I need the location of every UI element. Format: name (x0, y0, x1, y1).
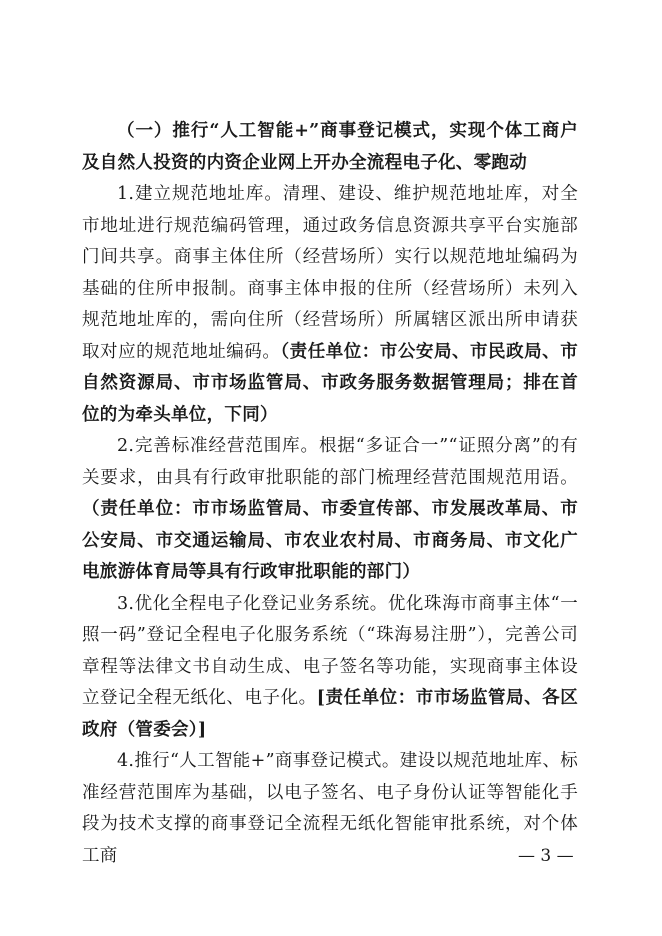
list-item (82, 746, 578, 872)
responsibility-note: [责任单位：市市场监管局、各区政府（管委会）] (82, 688, 578, 740)
responsibility-note: （责任单位：市公安局、市民政局、市自然资源局、市市场监管局、市政务服务数据管理局；排在首位的为牵头单位，下同） (82, 341, 578, 425)
list-item (82, 431, 578, 589)
page-number: — 3 — (518, 846, 574, 866)
document-body (82, 116, 578, 872)
item-text: 2.完善标准经营范围库。根据“多证合一”“证照分离”的有关要求，由具有行政审批职能的部门梳理经营范围规范用语。 (82, 436, 578, 488)
list-item (82, 589, 578, 747)
item-text: 3.优化全程电子化登记业务系统。优化珠海市商事主体“一照一码”登记全程电子化服务系统（“珠海易注册”），完善公司章程等法律文书自动生成、电子签名等功能，实现商事主体设立登记全程无纸化、电子化。 (82, 593, 578, 708)
item-text: 1.建立规范地址库。清理、建设、维护规范地址库，对全市地址进行规范编码管理，通过政务信息资源共享平台实施部门间共享。商事主体住所（经营场所）实行以规范地址编码为基础的住所申报制。商事主体申报的住所（经营场所）未列入规范地址库的，需向住所（经营场所）所属辖区派出所申请获取对应的规范地址编码。 (82, 184, 578, 362)
item-text: 4.推行“人工智能+”商事登记模式。建设以规范地址库、标准经营范围库为基础，以电子签名、电子身份认证等智能化手段为技术支撑的商事登记全流程无纸化智能审批系统，对个体工商 (82, 751, 578, 866)
section-heading: （一）推行“人工智能+”商事登记模式，实现个体工商户及自然人投资的内资企业网上开办全流程电子化、零跑动 (82, 121, 578, 173)
responsibility-note: （责任单位：市市场监管局、市委宣传部、市发展改革局、市公安局、市交通运输局、市农业农村局、市商务局、市文化广电旅游体育局等具有行政审批职能的部门） (82, 499, 578, 582)
list-item (82, 179, 578, 431)
